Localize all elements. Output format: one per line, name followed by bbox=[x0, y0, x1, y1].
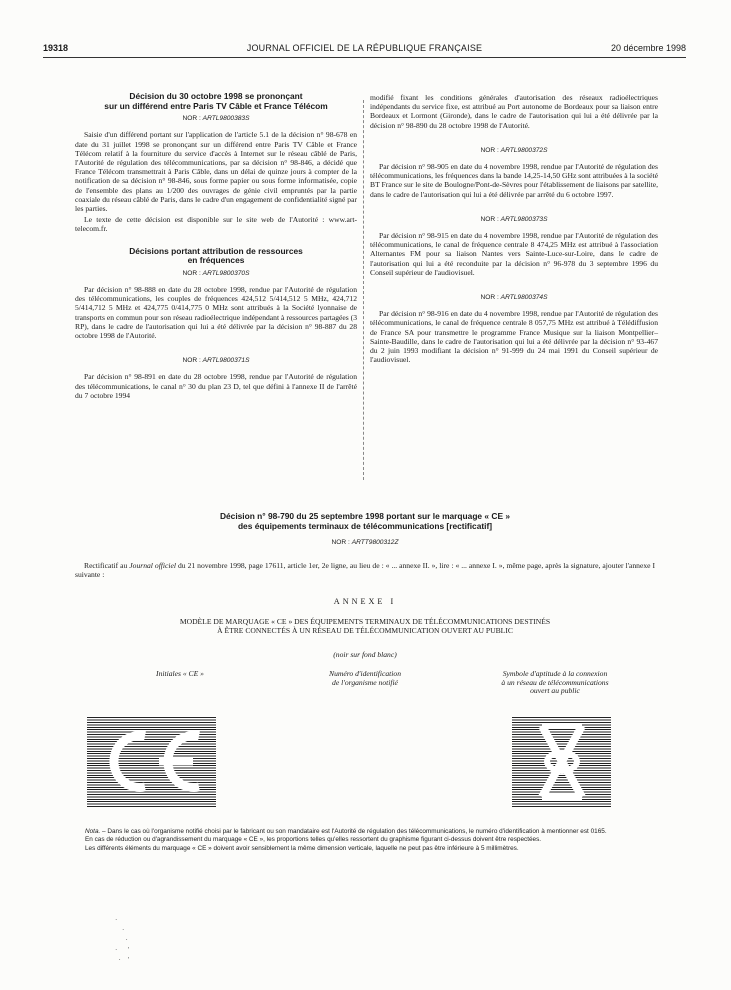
nor-reference bbox=[75, 269, 357, 278]
nor-reference bbox=[370, 293, 658, 302]
title-line: Décision n° 98-790 du 25 septembre 1998 portant sur le marquage « CE » bbox=[219, 511, 511, 521]
nor-label: NOR : bbox=[480, 294, 499, 302]
nor-code: ARTL9800383S bbox=[202, 115, 250, 123]
label-line: ouvert au public bbox=[530, 686, 580, 696]
title-line: en fréquences bbox=[187, 255, 245, 266]
nor-reference bbox=[75, 356, 357, 365]
section-title bbox=[75, 247, 357, 266]
journal-title: JOURNAL OFFICIEL DE LA RÉPUBLIQUE FRANÇAISE bbox=[246, 43, 483, 53]
text-fragment: du 21 novembre 1998, page 17611, article 1er, 2e ligne, au lieu de : « ... annexe II. », lire : « ... annexe I. », même page, après la signature, ajouter l'annexe I suivante : bbox=[75, 561, 655, 580]
scan-artifacts: · · · · ' · ' bbox=[115, 916, 130, 964]
nor-code: ARTL9800373S bbox=[500, 215, 548, 223]
nor-reference bbox=[75, 539, 655, 546]
paragraph: Saisie d'un différend portant sur l'application de l'article 5.1 de la décision n° 98-678 en date du 31 juillet 1998 se prononçant sur un différend entre Paris TV Câble et France Télécom relatif à la fourniture du service d'accès à Internet sur le réseau câblé de Paris, l'Autorité de régulation des télécommunications, par sa décision n° 98-846, a décidé que France Télécom transmettrait à Paris Câble, dans un délai de quinze jours à compter de la notification de sa décision n° 98-846, sous forme papier ou sous forme informatisée, copie de l'ensemble des plans au 1/200 des ouvrages de génie civil empruntés par la partie coaxiale du réseau câblé de Paris, dans le cadre d'un engagement de confidentialité signé par les parties. bbox=[75, 130, 357, 214]
note-paragraph bbox=[75, 828, 669, 836]
label-line: à un réseau de télécommunications bbox=[501, 677, 609, 687]
label-ce-initials: Initiales « CE » bbox=[156, 669, 204, 678]
nor-reference bbox=[370, 146, 658, 155]
label-notified-body-number bbox=[300, 670, 430, 687]
paragraph: Par décision n° 98-888 en date du 28 octobre 1998, rendue par l'Autorité de régulation des télécommunications, les couples de fréquences 424,512 5/414,512 5 MHz, 424,712 5/414,712 5 MHz et 424,775 0/414,775 0 MHz sont attribués à la Société lyonnaise de transports en commun pour son réseau radioélectrique indépendant à ressources partagées (3 RP), dans le cadre de l'autorisation qui lui a été délivrée par la décision n° 98-887 du 28 octobre 1998 de l'Autorité. bbox=[75, 285, 357, 341]
label-line: Numéro d'identification bbox=[329, 669, 401, 678]
nor-label: NOR : bbox=[331, 539, 350, 546]
issue-date: 20 décembre 1998 bbox=[610, 43, 686, 53]
nor-label: NOR : bbox=[182, 357, 201, 365]
nor-label: NOR : bbox=[480, 146, 499, 154]
nor-code: ARTT9800312Z bbox=[351, 539, 399, 546]
page-number: 19318 bbox=[43, 43, 69, 53]
nor-label: NOR : bbox=[182, 269, 201, 277]
label-line: de l'organisme notifié bbox=[332, 677, 398, 687]
nor-code: ARTL9800374S bbox=[500, 294, 548, 302]
title-line: Décision du 30 octobre 1998 se prononçant bbox=[129, 91, 303, 101]
nor-code: ARTL9800372S bbox=[500, 146, 548, 154]
label-line: Symbole d'aptitude à la connexion bbox=[502, 669, 608, 678]
section-title bbox=[75, 92, 357, 111]
header-rule bbox=[43, 57, 686, 58]
color-note: (noir sur fond blanc) bbox=[333, 650, 397, 659]
paragraph: Par décision n° 98-905 en date du 4 novembre 1998, rendue par l'Autorité de régulation des télécommunications, les fréquences dans la bande 14,25-14,50 GHz sont attribuées à la société BT France sur le site de Boulogne/Pont-de-Sèvres pour l'établissement de liaisons par satellite, dans le cadre de l'autorisation qui lui a été délivrée par arrêté du 6 octobre 1997. bbox=[370, 162, 658, 199]
paragraph: Par décision n° 98-915 en date du 4 novembre 1998, rendue par l'Autorité de régulation des télécommunications, le canal de fréquence centrale 8 474,25 MHz est attribué à l'association Alternantes FM pour sa liaison Nantes vers Sainte-Luce-sur-Loire, dans le cadre de l'autorisation qui lui a été reconduite par la décision n° 96-978 du 3 septembre 1996 du Conseil supérieur de l'audiovisuel. bbox=[370, 231, 658, 277]
title-line: Décisions portant attribution de ressources bbox=[129, 245, 303, 256]
connection-symbol-icon bbox=[512, 716, 611, 807]
section-title bbox=[75, 512, 655, 531]
annexe-title bbox=[75, 617, 655, 635]
rectificatif-paragraph bbox=[75, 561, 655, 579]
note-text: – Dans le cas où l'organisme notifié choisi par le fabricant ou son mandataire est l'Autorité de régulation des télécommunications, le numéro d'identification à mentionner est 0165. bbox=[100, 828, 607, 835]
left-column bbox=[75, 92, 357, 402]
paragraph: Le texte de cette décision est disponible sur le site web de l'Autorité : www.art-telecom.fr. bbox=[75, 215, 357, 234]
nor-code: ARTL9800371S bbox=[202, 357, 250, 365]
title-line: À ÊTRE CONNECTÉS À UN RÉSEAU DE TÉLÉCOMMUNICATION OUVERT AU PUBLIC bbox=[217, 626, 513, 636]
right-column bbox=[370, 93, 658, 366]
title-line: sur un différend entre Paris TV Câble et France Télécom bbox=[104, 100, 328, 111]
note-paragraph: En cas de réduction ou d'agrandissement du marquage « CE », les proportions telles qu'elles ressortent du graphisme figurant ci-dessus doivent être respectées. bbox=[85, 836, 542, 844]
nor-code: ARTL9800370S bbox=[202, 269, 250, 277]
note-paragraph: Les différents éléments du marquage « CE » doivent avoir sensiblement la même dimension verticale, laquelle ne peut pas être inférieure à 5 millimètres. bbox=[85, 844, 519, 852]
annexe-heading: ANNEXE I bbox=[333, 597, 397, 606]
paragraph: Par décision n° 98-916 en date du 4 novembre 1998, rendue par l'Autorité de régulation des télécommunications, le canal de fréquence centrale 8 057,75 MHz est attribué à Télédiffusion de France SA pour transmettre le programme France Musique sur la liaison Montpellier–Sainte-Baudille, dans le cadre de l'autorisation qui lui a été délivrée par la décision n° 93-467 du 2 juin 1993 modifiant la décision n° 91-999 du 24 mai 1991 du Conseil supérieur de l'audiovisuel. bbox=[370, 309, 658, 365]
nota-label: Nota. bbox=[85, 828, 101, 835]
ce-marking-icon bbox=[87, 716, 216, 807]
page-header bbox=[43, 43, 686, 57]
nor-reference bbox=[370, 215, 658, 224]
nor-reference bbox=[75, 114, 357, 123]
annexe-notes bbox=[75, 828, 669, 853]
text-fragment: Rectificatif au bbox=[84, 561, 130, 570]
journal-name: Journal officiel bbox=[129, 561, 176, 570]
column-divider bbox=[363, 100, 364, 480]
label-connection-symbol bbox=[470, 670, 640, 696]
nor-label: NOR : bbox=[480, 215, 499, 223]
title-line: MODÈLE DE MARQUAGE « CE » DES ÉQUIPEMENTS TERMINAUX DE TÉLÉCOMMUNICATIONS DESTINÉS bbox=[179, 617, 551, 626]
paragraph: Par décision n° 98-891 en date du 28 octobre 1998, rendue par l'Autorité de régulation des télécommunications, le canal n° 30 du plan 23 D, tel que défini à l'annexe II de l'arrêté du 7 octobre 1994 bbox=[75, 372, 357, 400]
title-line: des équipements terminaux de télécommunications [rectificatif] bbox=[237, 520, 493, 531]
nor-label: NOR : bbox=[182, 115, 201, 123]
paragraph: modifié fixant les conditions générales d'autorisation des réseaux radioélectriques indépendants du service fixe, est attribué au Port autonome de Bordeaux pour sa liaison entre Bordeaux et Lormont (Gironde), dans le cadre de l'autorisation qui lui a été délivrée par la décision n° 98-890 du 28 octobre 1998 de l'Autorité. bbox=[370, 93, 658, 130]
